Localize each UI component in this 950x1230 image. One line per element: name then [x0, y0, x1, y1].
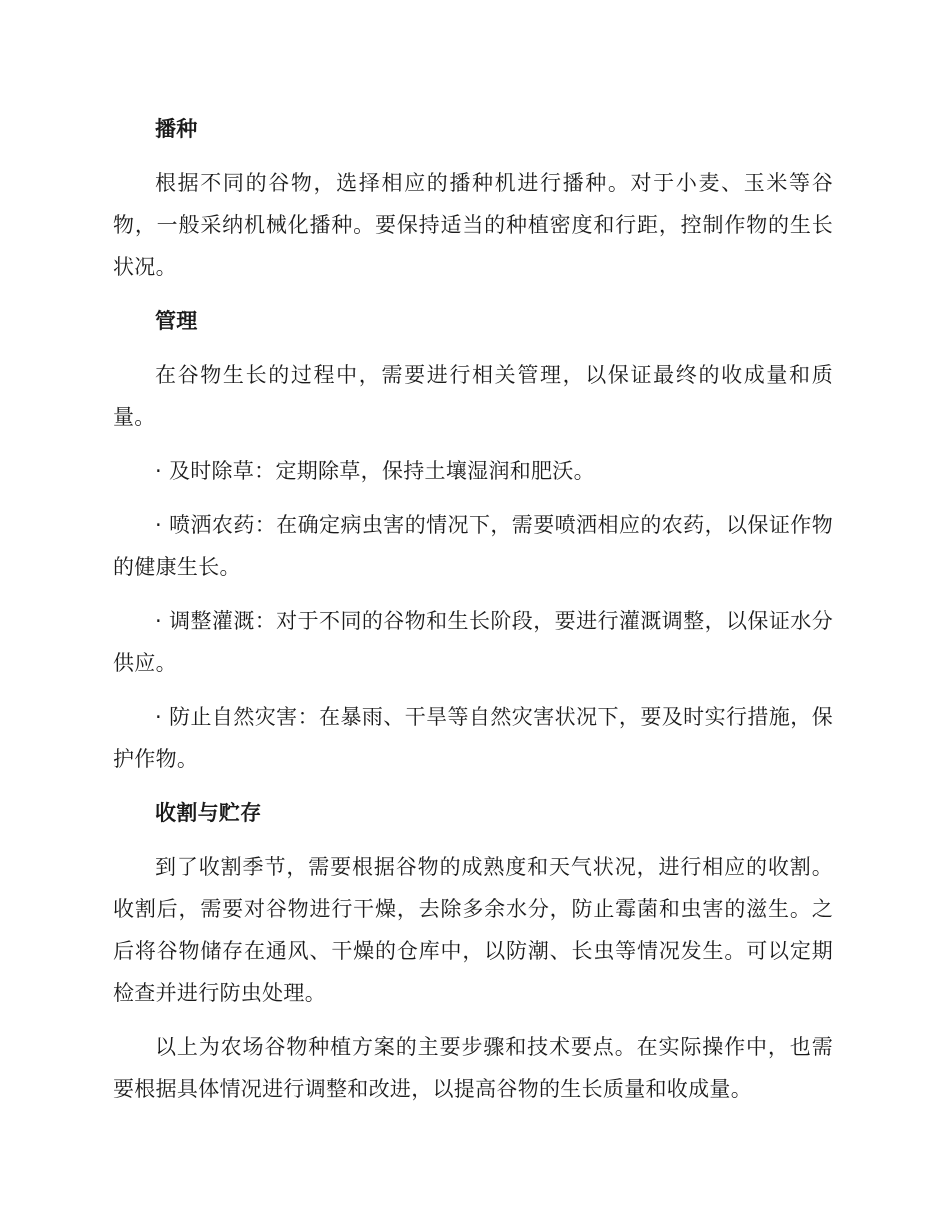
list-item-weeding: · 及时除草：定期除草，保持土壤湿润和肥沃。 — [155, 459, 595, 483]
paragraph-conclusion: 以上为农场谷物种植方案的主要步骤和技术要点。在实际操作中，也需要根据具体情况进行调整和改进，以提高谷物的生长质量和收成量。 — [113, 1035, 833, 1101]
section-heading-sowing: 播种 — [155, 117, 198, 141]
paragraph-sowing: 根据不同的谷物，选择相应的播种机进行播种。对于小麦、玉米等谷物，一般采纳机械化播种。要保持适当的种植密度和行距，控制作物的生长状况。 — [113, 171, 833, 279]
paragraph-harvest-storage: 到了收割季节，需要根据谷物的成熟度和天气状况，进行相应的收割。收割后，需要对谷物进行干燥，去除多余水分，防止霉菌和虫害的滋生。之后将谷物储存在通风、干燥的仓库中，以防潮、长虫等情况发生。可以定期检查并进行防虫处理。 — [113, 855, 833, 1005]
list-item-irrigation: · 调整灌溉：对于不同的谷物和生长阶段，要进行灌溉调整，以保证水分供应。 — [113, 609, 833, 675]
paragraph-management-intro: 在谷物生长的过程中，需要进行相关管理，以保证最终的收成量和质量。 — [113, 363, 833, 429]
document-body — [113, 108, 833, 1122]
list-item-pesticide: · 喷洒农药：在确定病虫害的情况下，需要喷洒相应的农药，以保证作物的健康生长。 — [113, 513, 833, 579]
section-heading-harvest-storage: 收割与贮存 — [155, 801, 262, 825]
list-item-disaster-prevention: · 防止自然灾害：在暴雨、干旱等自然灾害状况下，要及时实行措施，保护作物。 — [113, 705, 833, 771]
section-heading-management: 管理 — [155, 309, 198, 333]
